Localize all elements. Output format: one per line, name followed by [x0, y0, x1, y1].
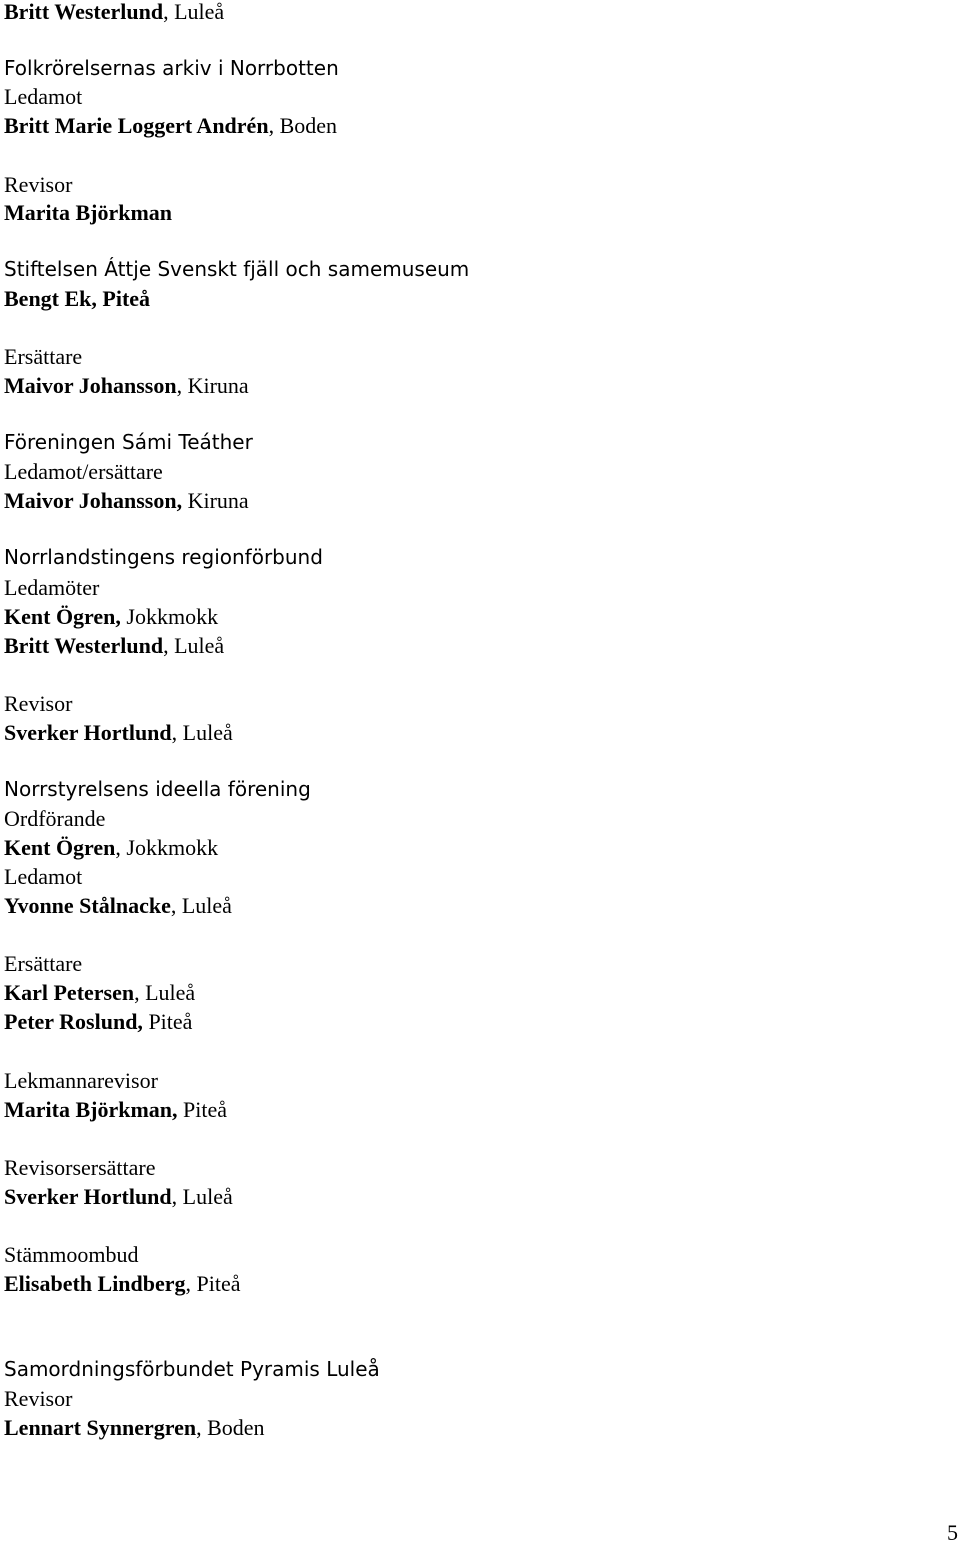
person-revisor: Sverker Hortlund, Luleå [4, 720, 233, 745]
org-norrstyrelsen: Norrstyrelsens ideella förening [4, 777, 311, 801]
role-revisorsersattare: Revisorsersättare [4, 1155, 156, 1180]
role-revisor: Revisor [4, 172, 73, 197]
role-lekmannarevisor: Lekmannarevisor [4, 1068, 158, 1093]
org-folkrorelsernas-arkiv: Folkrörelsernas arkiv i Norrbotten [4, 56, 339, 80]
person-ersattare-2: Peter Roslund, Piteå [4, 1009, 193, 1034]
role-revisor: Revisor [4, 1386, 73, 1411]
role-revisor: Revisor [4, 691, 73, 716]
role-ersattare: Ersättare [4, 951, 83, 976]
person-lekmannarevisor: Marita Björkman, Piteå [4, 1097, 228, 1122]
person-ersattare-1: Karl Petersen, Luleå [4, 980, 196, 1005]
person-ledamot-2: Britt Westerlund, Luleå [4, 633, 225, 658]
person-ledamot-1: Kent Ögren, Jokkmokk [4, 604, 219, 629]
role-ledamot-ersattare: Ledamot/ersättare [4, 459, 163, 484]
header-person: Britt Westerlund, Luleå [4, 0, 225, 24]
org-norrlandstingen: Norrlandstingens regionförbund [4, 545, 323, 569]
person-revisor: Lennart Synnergren, Boden [4, 1415, 265, 1440]
person-ordforande: Kent Ögren, Jokkmokk [4, 835, 219, 860]
org-ajtte: Stiftelsen Áttje Svenskt fjäll och samemuseum [4, 257, 470, 281]
role-ledamot: Ledamot [4, 864, 83, 889]
person-ledamot: Yvonne Stålnacke, Luleå [4, 893, 232, 918]
org-pyramis: Samordningsförbundet Pyramis Luleå [4, 1357, 380, 1381]
person-revisorsersattare: Sverker Hortlund, Luleå [4, 1184, 233, 1209]
page-number: 5 [947, 1520, 958, 1545]
person-ledamot-ersattare: Maivor Johansson, Kiruna [4, 488, 249, 513]
person-ersattare: Maivor Johansson, Kiruna [4, 373, 249, 398]
org-sami-teather: Föreningen Sámi Teáther [4, 430, 253, 454]
role-ledamoter: Ledamöter [4, 575, 100, 600]
role-ordforande: Ordförande [4, 806, 106, 831]
person-ledamot: Britt Marie Loggert Andrén, Boden [4, 113, 338, 138]
role-ledamot: Ledamot [4, 84, 83, 109]
person-member: Bengt Ek, Piteå [4, 286, 151, 311]
role-stammoombud: Stämmoombud [4, 1242, 139, 1267]
person-revisor: Marita Björkman [4, 200, 173, 225]
person-stammoombud: Elisabeth Lindberg, Piteå [4, 1271, 241, 1296]
role-ersattare: Ersättare [4, 344, 83, 369]
